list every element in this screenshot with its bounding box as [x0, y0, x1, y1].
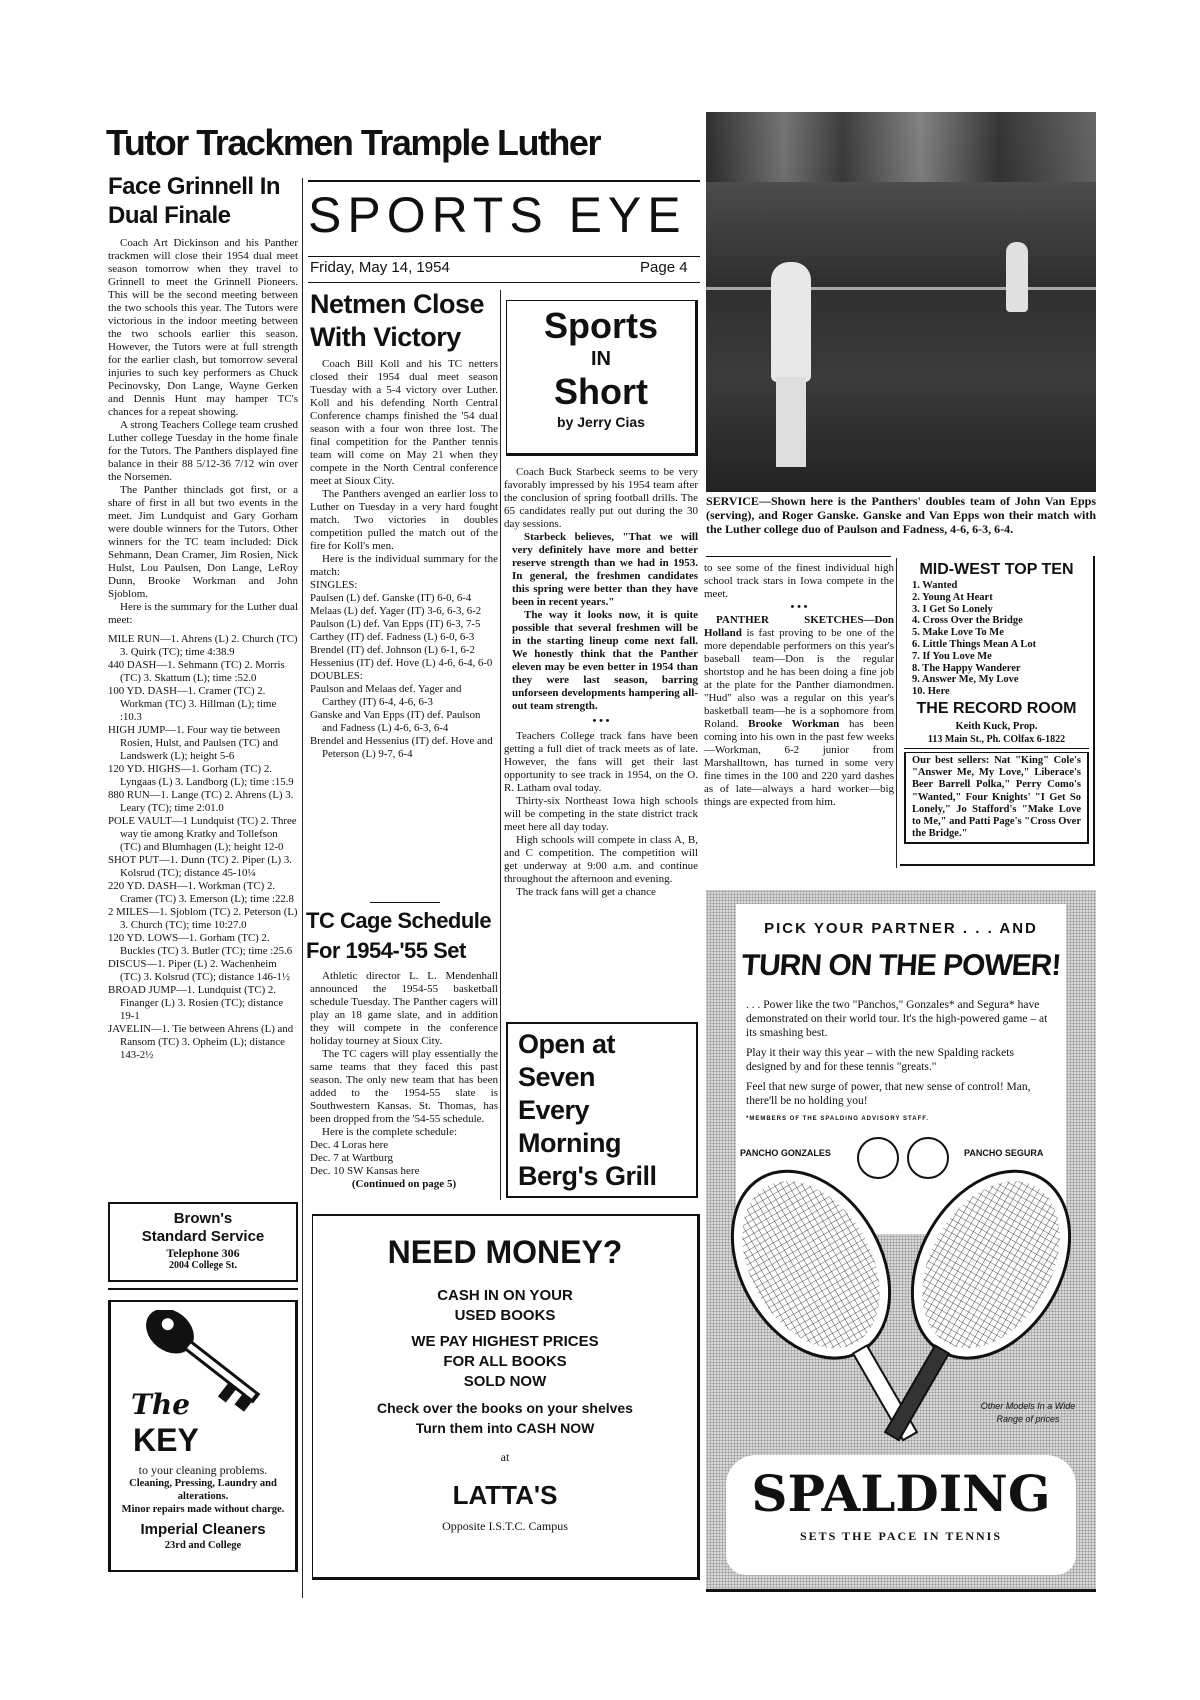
- key-business-name: Imperial Cleaners: [140, 1521, 266, 1538]
- bergs-grill-ad: [506, 1022, 698, 1198]
- schedule-item-list: [310, 1139, 498, 1178]
- track-result: BROAD JUMP—1. Lundquist (TC) 2. Finanger (L) 3. Rosien (TC); distance 19-1: [108, 984, 284, 1022]
- cage-paragraph-list: [310, 970, 498, 1139]
- cage-paragraph: The TC cagers will play essentially the same teams that they faced this past season. The only new team that has been added to the 1954-55 slate is Southwestern Kansas. St. Thomas, has been dropped from the '54-55 schedule.: [310, 1048, 498, 1125]
- sketches-lead: PANTHER SKETCHES—Don Holland: [704, 614, 894, 639]
- tennis-paragraph: Coach Bill Koll and his TC netters closed their 1954 dual meet season Tuesday with a 5-4 victory over Luther. Koll and his defending North Central Conference champs finished the '54 dual season with a four won three lost. The final competition for the Panther tennis team will come on May 21 when they compete in the North Central conference meet at Sioux City.: [310, 358, 498, 487]
- masthead-top-rule: [308, 180, 700, 182]
- short-bold-paragraph-list: [504, 531, 698, 713]
- doubles-result: Brendel and Hessenius (IT) def. Hove and Peterson (L) 9-7, 6-4: [310, 735, 493, 760]
- best-sellers: Our best sellers: Nat "King" Cole's "Answer Me, My Love," Liberace's Beer Barrell Polka," Perry Como's "Wanted," Four Knights' "I Get So Lonely," Jo Stafford's "Make Love to Me," and Patti Page's "Cross Over the Bridge.": [904, 752, 1089, 844]
- browns-address: 2004 College St.: [168, 1260, 238, 1271]
- record-room-address: 113 Main St., Ph. COlfax 6-1822: [904, 733, 1089, 749]
- segura-face: [908, 1138, 948, 1178]
- track-article: [108, 237, 298, 1062]
- player-name-gonzales: PANCHO GONZALES: [740, 1148, 831, 1158]
- browns-service: Standard Service: [141, 1228, 265, 1245]
- track-result: 440 DASH—1. Sehmann (TC) 2. Morris (TC) 3. Skattum (L); time :52.0: [108, 659, 285, 684]
- track-result: 2 MILES—1. Sjoblom (TC) 2. Peterson (L) 3. Church (TC); time 10:27.0: [108, 906, 298, 931]
- track-result: MILE RUN—1. Ahrens (L) 2. Church (TC) 3. Quirk (TC); time 4:38.9: [108, 633, 298, 658]
- main-headline: Tutor Trackmen Trample Luther: [106, 122, 600, 163]
- lattas-name: LATTA'S: [452, 1480, 558, 1510]
- short-bold-paragraph: The way it looks now, it is quite possible that several freshmen will be in the starting lineup come next fall. We honestly think that the Panther eleven may be even better in 1954 than they were last season, barring unforseen developments hampering all-out team strength.: [512, 609, 698, 712]
- short-paragraph: Thirty-six Northeast Iowa high schools will be competing in the state district track meet here all day today.: [504, 795, 698, 833]
- bergs-line: Berg's Grill: [518, 1161, 657, 1191]
- tennis-paragraph-list: [310, 358, 498, 579]
- sports-in-short-header: [506, 300, 698, 456]
- divider: [370, 902, 440, 903]
- player-ganske: [1006, 242, 1028, 312]
- short-paragraph: Coach Buck Starbeck seems to be very favorably impressed by his 1954 team after the conclusion of spring football drills. The 65 candidates really put out during the 30 day sessions.: [504, 466, 698, 530]
- other-models-note: Other Models In a Wide Range of prices: [980, 1401, 1076, 1424]
- lattas-line3: WE PAY HIGHEST PRICES: [411, 1333, 599, 1350]
- browns-ad: [108, 1202, 298, 1282]
- net: [706, 287, 1096, 290]
- track-paragraph: Here is the summary for the Luther dual meet:: [108, 601, 298, 626]
- lattas-line5: SOLD NOW: [463, 1373, 547, 1390]
- track-result: 100 YD. DASH—1. Cramer (TC) 2. Workman (TC) 3. Hillman (L); time :10.3: [108, 685, 277, 723]
- cage-title-line2: For 1954-'55 Set: [306, 938, 466, 963]
- top-ten-title: MID-WEST TOP TEN: [919, 561, 1074, 578]
- top-ten-item: 9. Answer Me, My Love: [912, 674, 1019, 686]
- track-paragraph: The Panther thinclads got first, or a share of first in all but two events in the meet. Jim Lundquist and Gary Gorham were double winners for the Tutors. Other winners for the TC team included: Dick Sehmann, Dean Cramer, Jim Rosien, Nick Hulst, Lou Paulsen, Don Lange, LeRoy Dunn, Brooke Workman and John Sjoblom.: [108, 484, 298, 600]
- section-separator: • • •: [790, 601, 808, 613]
- player-legs: [776, 377, 806, 467]
- track-result: HIGH JUMP—1. Four way tie between Rosien, Hulst, and Paulsen (TC) and Landswerk (L); height 5-6: [108, 724, 281, 762]
- lattas-ad: [312, 1214, 700, 1580]
- track-result: 120 YD. LOWS—1. Gorham (TC) 2. Buckles (TC) 3. Butler (TC); time :25.6: [108, 932, 293, 957]
- masthead-bottom-rule: [308, 282, 700, 283]
- divider: [706, 556, 891, 557]
- top-ten-item: 5. Make Love To Me: [912, 627, 1004, 639]
- cage-article-title: [306, 906, 500, 966]
- cage-paragraph: Athletic director L. L. Mendenhall announced the 1954-55 basketball schedule Tuesday. The Panther cagers will play an 18 game slate, and in addition they will compete in the conference holiday tourney at Sioux City.: [310, 970, 498, 1047]
- lattas-line4: FOR ALL BOOKS: [443, 1353, 567, 1370]
- lattas-line6: Check over the books on your shelves: [377, 1400, 633, 1416]
- singles-result: Carthey (IT) def. Fadness (L) 6-0, 6-3: [310, 631, 475, 643]
- spalding-p3: Feel that new surge of power, that new sense of control! Man, there'll be no holding you!: [746, 1081, 1031, 1107]
- key-services: Cleaning, Pressing, Laundry and alterations.: [129, 1478, 277, 1502]
- schedule-item: Dec. 7 at Wartburg: [310, 1152, 394, 1164]
- spalding-footnote: *MEMBERS OF THE SPALDING ADVISORY STAFF.: [746, 1116, 929, 1122]
- short-paragraph-list: [504, 730, 698, 899]
- sketches-text: is fast proving to be one of the more dependable performers on this year's baseball team—Don is the regular shortstop and he has been doing a fine job at the plate for the Panther diamondmen. "Hud" also was a regular on this year's basketball team—he is a sophomore from Roland.: [704, 627, 894, 730]
- doubles-result: Ganske and Van Epps (IT) def. Paulson and Fadness (L) 4-6, 6-3, 6-4: [310, 709, 481, 734]
- short-paragraph: The track fans will get a chance: [516, 886, 656, 898]
- continued-note: (Continued on page 5): [351, 1178, 457, 1190]
- section-separator: • • •: [592, 715, 610, 727]
- top-ten-item: 8. The Happy Wanderer: [912, 662, 1021, 674]
- tennis-article: [310, 358, 498, 761]
- spalding-kicker: PICK YOUR PARTNER . . . AND: [764, 920, 1038, 937]
- spalding-brand: SPALDING: [751, 1464, 1051, 1523]
- lattas-line1: CASH IN ON YOUR: [437, 1287, 573, 1304]
- player-name-segura: PANCHO SEGURA: [964, 1148, 1044, 1158]
- cage-title-line1: TC Cage Schedule: [306, 908, 492, 933]
- column-rule: [896, 558, 897, 868]
- bergs-line: Seven: [518, 1062, 596, 1092]
- singles-result: Hessenius (IT) def. Hove (L) 4-6, 6-4, 6-0: [310, 657, 493, 669]
- continuation-text: to see some of the finest individual high school track stars in Iowa compete in the meet.: [704, 562, 894, 600]
- doubles-result-list: [310, 683, 498, 761]
- browns-name: Brown's: [173, 1210, 233, 1227]
- masthead-mid-rule: [308, 256, 700, 257]
- masthead-title: SPORTS EYE: [308, 187, 687, 243]
- lattas-headline: NEED MONEY?: [387, 1234, 623, 1270]
- top-ten-item: 2. Young At Heart: [912, 591, 993, 603]
- spalding-headline: TURN ON THE POWER!: [740, 949, 1062, 982]
- short-title-in: IN: [591, 348, 611, 370]
- player-van-epps: [771, 262, 811, 382]
- bergs-line: Morning: [518, 1128, 621, 1158]
- short-title-short: Short: [554, 371, 648, 412]
- track-result: SHOT PUT—1. Dunn (TC) 2. Piper (L) 3. Kolsrud (TC); distance 45-10¼: [108, 854, 292, 879]
- top-ten-item: 7. If You Love Me: [912, 650, 992, 662]
- singles-result: Melaas (L) def. Yager (IT) 3-6, 6-3, 6-2: [310, 605, 482, 617]
- sketches-name: Brooke Workman: [748, 718, 840, 730]
- singles-result: Brendel (IT) def. Johnson (L) 6-1, 6-2: [310, 644, 475, 656]
- top-ten-item: 3. I Get So Lonely: [912, 603, 993, 615]
- short-paragraph-list: [504, 466, 698, 531]
- tree-silhouettes: [706, 112, 1096, 182]
- short-title-sports: Sports: [543, 305, 658, 346]
- track-result: JAVELIN—1. Tie between Ahrens (L) and Ransom (TC) 3. Opheim (L); distance 143-2½: [108, 1023, 294, 1061]
- tennis-paragraph: Here is the individual summary for the match:: [310, 553, 498, 578]
- lattas-line2: USED BOOKS: [454, 1307, 556, 1324]
- singles-result: Paulsen (L) def. Ganske (IT) 6-0, 6-4: [310, 592, 472, 604]
- top-ten-item: 1. Wanted: [912, 580, 958, 591]
- tennis-photo: [706, 112, 1096, 492]
- doubles-result: Paulson and Melaas def. Yager and Carthey (IT) 6-4, 4-6, 6-3: [310, 683, 462, 708]
- top-ten-item: 4. Cross Over the Bridge: [912, 615, 1023, 627]
- track-result: 220 YD. DASH—1. Workman (TC) 2. Cramer (TC) 3. Emerson (L); time :22.8: [108, 880, 294, 905]
- track-result: 880 RUN—1. Lange (TC) 2. Ahrens (L) 3. Leary (TC); time 2:01.0: [108, 789, 294, 814]
- column-rule: [500, 290, 501, 1200]
- short-bold-paragraph: Starbeck believes, "That we will very definitely have more and better reserve strength than we had in 1953. In general, the freshmen candidates this spring were better than they have been in recent years.": [512, 531, 698, 608]
- key-address: 23rd and College: [164, 1540, 242, 1551]
- lattas-line7: Turn them into CASH NOW: [415, 1420, 595, 1436]
- track-article-title: Face Grinnell In Dual Finale: [108, 173, 281, 229]
- cage-paragraph: Here is the complete schedule:: [322, 1126, 458, 1138]
- sports-in-short-column: [504, 466, 698, 899]
- track-paragraph-list: [108, 237, 298, 627]
- spalding-p1: . . . Power like the two "Panchos," Gonzales* and Segura* have demonstrated on their world tour. It's the high-powered game – at its smashing best.: [746, 999, 1048, 1039]
- masthead-date: Friday, May 14, 1954: [310, 259, 450, 276]
- browns-phone: Telephone 306: [166, 1246, 240, 1260]
- singles-label: SINGLES:: [310, 579, 358, 591]
- top-ten-box: [900, 556, 1095, 866]
- column-rule: [302, 178, 303, 1598]
- tennis-title-line1: Netmen Close: [310, 289, 485, 319]
- track-result: DISCUS—1. Piper (L) 2. Wachenheim (TC) 3. Kolsrud (TC); distance 146-1½: [108, 958, 291, 983]
- short-paragraph: Teachers College track fans have been getting a full diet of track meets as of late. However, the fans will get their last opportunity to see track in 1954, on the O. R. Latham oval today.: [504, 730, 698, 794]
- bergs-line-list: [518, 1028, 686, 1193]
- schedule-item: Dec. 10 SW Kansas here: [310, 1165, 420, 1177]
- record-room-name: THE RECORD ROOM: [916, 699, 1077, 717]
- track-result: 120 YD. HIGHS—1. Gorham (TC) 2. Lyngaas (L) 3. Landborg (L); time :15.9: [108, 763, 294, 788]
- top-ten-item: 6. Little Things Mean A Lot: [912, 638, 1037, 650]
- cage-article: [310, 970, 498, 1191]
- tennis-article-title: [310, 288, 500, 354]
- short-continuation-column: [704, 562, 894, 809]
- gonzales-face: [858, 1138, 898, 1178]
- singles-result-list: [310, 592, 498, 670]
- key-logo-key: KEY: [133, 1422, 199, 1458]
- spalding-logo-panel: [726, 1455, 1076, 1575]
- short-paragraph: High schools will compete in class A, B, and C competition. The competition will get underway at 9:00 a.m. and continue throughout the afternoon and evening.: [504, 834, 698, 885]
- key-logo-the: The: [131, 1388, 191, 1421]
- spalding-p2: Play it their way this year – with the new Spalding rackets designed by and for these tennis "greats.": [746, 1047, 1014, 1073]
- bergs-line: Every: [518, 1095, 590, 1125]
- schedule-item: Dec. 4 Loras here: [310, 1139, 389, 1151]
- sketches-text2: has been coming into his own in the past few weeks—Workman, 6-2 junior from Marshalltown, has turned in some very fine times in the 100 and 220 yard dashes as of late—always a hard worker—big things are expected from him.: [704, 718, 895, 808]
- spalding-ad: [706, 890, 1096, 1592]
- key-repairs: Minor repairs made without charge.: [121, 1504, 285, 1515]
- tennis-title-line2: With Victory: [310, 322, 461, 352]
- short-byline: by Jerry Cias: [557, 414, 645, 430]
- record-room-owner: Keith Kuck, Prop.: [955, 720, 1038, 732]
- track-paragraph: Coach Art Dickinson and his Panther trackmen will close their 1954 dual meet season tomorrow when they travel to Grinnell to meet the Grinnell Pioneers. This will be the second meeting between the two schools this year. The Tutors were victorious in the indoor meeting between the two schools earlier this season. However, the Tutors were at full strength for the earlier clash, but tomorrow several injuries to such key performers as Chuck Pecinovsky, Don Lange, Wayne Gerken and Dennis Hunt may hamper TC's chances for a repeat showing.: [108, 237, 298, 418]
- imperial-cleaners-ad: [108, 1300, 298, 1572]
- track-paragraph: A strong Teachers College team crushed Luther college Tuesday in the home finale for the Tutors. The Panthers displayed fine balance in their 88 5/12-36 7/12 win over the Norsemen.: [108, 419, 298, 483]
- lattas-address: Opposite I.S.T.C. Campus: [442, 1519, 568, 1533]
- caption-text: —Shown here is the Panthers' doubles team of John Van Epps (serving), and Roger Ganske. Ganske and Van Epps won their match with the Luther college duo of Paulson and Fadness, 4-6, 6-3, 6-4.: [706, 494, 1096, 536]
- bergs-line: Open at: [518, 1029, 616, 1059]
- divider: [108, 1288, 298, 1290]
- key-tagline: to your cleaning problems.: [138, 1463, 268, 1477]
- photo-caption: [706, 494, 1096, 536]
- track-result-list: [108, 633, 298, 1062]
- tennis-paragraph: The Panthers avenged an earlier loss to Luther on Tuesday in a very hard fought match. Two victories in doubles competition pulled the match out of the fire for Koll's men.: [310, 488, 498, 552]
- singles-result: Paulson (L) def. Van Epps (IT) 6-3, 7-5: [310, 618, 481, 630]
- top-ten-item: 10. Here: [912, 686, 950, 698]
- track-result: POLE VAULT—1 Lundquist (TC) 2. Three way tie among Kratky and Tollefson (TC) and Blumhagen (L); height 12-0: [108, 815, 297, 853]
- top-ten-item-list: [904, 580, 1089, 698]
- doubles-label: DOUBLES:: [310, 670, 363, 682]
- lattas-at: at: [500, 1450, 510, 1464]
- spalding-slogan: SETS THE PACE IN TENNIS: [799, 1529, 1003, 1543]
- caption-lead: SERVICE: [706, 494, 759, 508]
- masthead-page: Page 4: [640, 259, 688, 276]
